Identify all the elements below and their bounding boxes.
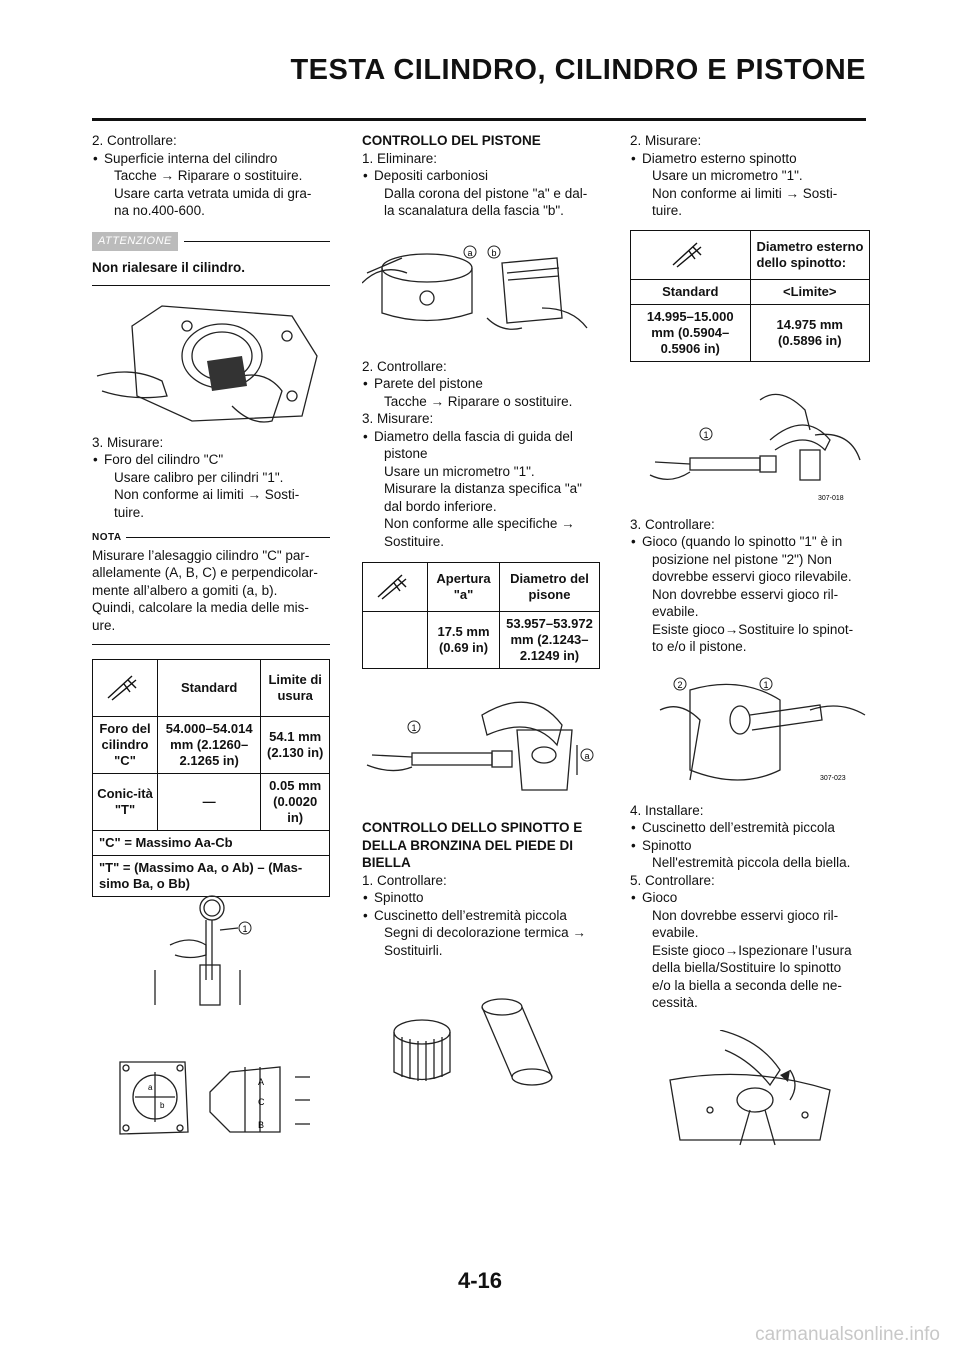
note-line-text: Misurare l’alesaggio cilindro "C" par- [92, 547, 310, 563]
label-A: A [258, 1077, 265, 1087]
page-number: 4-16 [457, 1268, 503, 1293]
callout-1: 1 [763, 679, 769, 690]
col-header-limit: <Limite> [750, 279, 870, 304]
step-label: 3. Controllare: [630, 516, 715, 532]
bullet-item: • Spinotto [630, 837, 870, 855]
bullet-item: • Superficie interna del cilindro [92, 150, 330, 168]
text-line: dal bordo inferiore. [384, 498, 497, 514]
text-line: Non dovrebbe esservi gioco ril- [652, 586, 839, 602]
spec-title: Diametro esterno dello spinotto: [750, 230, 870, 279]
text-line: tuire. [114, 504, 145, 520]
text-line: na no.400-600. [114, 203, 205, 218]
bore-limit-value: 54.1 mm (2.130 in) [261, 717, 330, 774]
col-header-limit: Limite di usura [261, 660, 330, 717]
step-label: 3. Misurare: [362, 411, 434, 426]
taper-standard-value: — [158, 774, 261, 831]
callout-1: 1 [703, 429, 709, 440]
pin-play-illustration [630, 670, 870, 796]
bullet-item: • Depositi carboniosi [362, 167, 600, 185]
section-heading: CONTROLLO DELLO SPINOTTO E [362, 820, 583, 835]
text-line: posizione nel pistone "2") Non [652, 551, 832, 567]
text-line: evabile. [652, 925, 699, 940]
note-line-text: mente all’albero a gomiti (a, b). [92, 582, 278, 598]
text-line: pistone [384, 446, 428, 461]
text-line: tuire. [652, 203, 683, 218]
text-line: cessità. [652, 995, 698, 1010]
text-line: Non conforme ai limiti → Sosti- [652, 185, 838, 201]
formula-c: "C" = Massimo Aa-Cb [93, 831, 330, 856]
tool-icon-cell [93, 660, 158, 717]
text-line: della biella/Sostituire lo spinotto [652, 960, 842, 975]
text-line: Esiste gioco→Ispezionare l’usura [652, 942, 852, 958]
section-heading: DELLA BRONZINA DEL PIEDE DI [362, 837, 574, 853]
header-rule [92, 118, 866, 121]
bullet-item: • Cuscinetto dell’estremità piccola [630, 819, 870, 837]
caliper-icon [667, 239, 713, 271]
text-line: Usare un micrometro "1". [384, 463, 535, 479]
bullet-item: • Foro del cilindro "C" [92, 451, 330, 469]
text-line: Non conforme ai limiti → Sosti- [114, 487, 300, 502]
bore-standard-value: 54.000–54.014 mm (2.1260–2.1265 in) [158, 717, 261, 774]
note-line-text: Quindi, calcolare la media delle mis- [92, 600, 309, 615]
formula-t: "T" = (Massimo Aa, o Ab) – (Mas-simo Ba, o Bb) [93, 856, 330, 897]
bullet-item: • Spinotto [362, 889, 600, 907]
col-header-apertura: Apertura "a" [428, 563, 500, 612]
piston-spec-table [362, 562, 600, 669]
measure-positions-illustration [110, 1052, 340, 1142]
note-rule [92, 644, 330, 645]
taper-limit-value: 0.05 mm (0.0020 in) [261, 774, 330, 831]
label-a: a [148, 1083, 153, 1092]
watermark: carmanualsonline.info [755, 1324, 940, 1345]
pin-micrometer-illustration [630, 390, 870, 508]
col-header-standard: Standard [631, 279, 751, 304]
figure-code: 307-018 [818, 494, 844, 502]
step-label: 1. Controllare: [362, 872, 447, 888]
note-line [126, 537, 330, 538]
text-line: la scanalatura della fascia "b". [384, 203, 564, 218]
conrod-play-illustration [630, 1030, 870, 1150]
pin-limit-value: 14.975 mm (0.5896 in) [750, 304, 870, 361]
note-header [92, 529, 330, 547]
step-label: 2. Controllare: [92, 133, 177, 148]
pin-standard-value: 14.995–15.000 mm (0.5904–0.5906 in) [631, 304, 751, 361]
caliper-icon [102, 672, 148, 704]
bullet-item: • Diametro esterno spinotto [630, 150, 870, 168]
text-line: Esiste gioco→Sostituire lo spinot- [652, 621, 854, 637]
diameter-value: 53.957–53.972 mm (2.1243–2.1249 in) [500, 612, 600, 669]
step-label: 5. Controllare: [630, 872, 715, 888]
text-line: Misurare la distanza specifica "a" [384, 481, 582, 496]
text-line: Non conforme alle specifiche → [384, 516, 575, 531]
column-left [92, 132, 330, 897]
page-title: TESTA CILINDRO, CILINDRO E PISTONE [290, 54, 866, 86]
text-line: Nell'estremità piccola della biella. [652, 855, 851, 870]
step-label: 2. Controllare: [362, 358, 447, 374]
callout-b: b [491, 247, 497, 258]
row-label-bore: Foro del cilindro "C" [93, 717, 158, 774]
note-line-text: ure. [92, 617, 116, 633]
piston-micrometer-illustration [362, 685, 600, 805]
text-line: e/o la biella a seconda delle ne- [652, 977, 842, 993]
section-heading: BIELLA [362, 855, 411, 870]
empty-cell [363, 612, 428, 669]
pin-spec-table [630, 230, 870, 362]
step-label: 4. Installare: [630, 802, 704, 818]
callout-2: 2 [677, 679, 683, 690]
cylinder-hone-illustration [92, 296, 330, 430]
bullet-item: • Parete del pistone [362, 375, 600, 393]
text-line: Usare un micrometro "1". [652, 168, 803, 183]
text-line: Segni di decolorazione termica → [384, 925, 586, 940]
step-label: 3. Misurare: [92, 434, 164, 450]
label-b: b [160, 1101, 165, 1110]
section-heading: CONTROLLO DEL PISTONE [362, 133, 541, 148]
tool-icon-cell [363, 563, 428, 612]
text-line: Tacche → Riparare o sostituire. [384, 393, 573, 409]
text-line: Usare carta vetrata umida di gra- [114, 185, 312, 201]
tool-icon-cell [631, 230, 751, 279]
apertura-value: 17.5 mm (0.69 in) [428, 612, 500, 669]
col-header-standard: Standard [158, 660, 261, 717]
text-line: Tacche → Riparare o sostituire. [114, 168, 303, 183]
caliper-icon [372, 571, 418, 603]
text-line: dovrebbe esservi gioco rilevabile. [652, 569, 852, 584]
step-label: 1. Eliminare: [362, 150, 438, 166]
text-line: Non dovrebbe esservi gioco ril- [652, 907, 839, 923]
cylinder-gauge-illustration [150, 890, 280, 1010]
label-C: C [258, 1097, 265, 1107]
note-line-text: allelamente (A, B, C) e perpendicolar- [92, 565, 318, 580]
figure-code: 307-023 [820, 774, 846, 782]
callout-1: 1 [411, 723, 417, 733]
bullet-item: • Cuscinetto dell’estremità piccola [362, 907, 600, 925]
pin-bearing-illustration [362, 987, 600, 1097]
bullet-item: • Diametro della fascia di guida del [362, 428, 600, 446]
label-B: B [258, 1120, 265, 1130]
text-line: evabile. [652, 604, 699, 619]
callout-a: a [467, 247, 473, 258]
text-line: Usare calibro per cilindri "1". [114, 469, 284, 485]
callout-a: a [584, 751, 590, 761]
column-middle [362, 132, 600, 1097]
callout-1: 1 [242, 924, 248, 934]
caution-header [92, 232, 330, 252]
bullet-item: • Gioco (quando lo spinotto "1" è in [630, 533, 870, 551]
text-line: Sostituirli. [384, 942, 443, 958]
text-line: to e/o il pistone. [652, 639, 747, 654]
text-line: Sostituire. [384, 533, 445, 549]
caution-text: Non rialesare il cilindro. [92, 260, 246, 275]
bullet-item: • Gioco [630, 889, 870, 907]
caution-rule [92, 285, 330, 286]
step-label: 2. Misurare: [630, 133, 702, 148]
row-label-taper: Conic-ità "T" [93, 774, 158, 831]
piston-clean-illustration [362, 228, 600, 346]
col-header-diameter: Diametro del pisone [500, 563, 600, 612]
note-label: NOTA [92, 532, 122, 543]
column-right [630, 132, 870, 1150]
caution-badge: ATTENZIONE [92, 232, 178, 252]
cylinder-spec-table [92, 659, 330, 897]
caution-line [184, 241, 330, 242]
text-line: Dalla corona del pistone "a" e dal- [384, 185, 588, 201]
